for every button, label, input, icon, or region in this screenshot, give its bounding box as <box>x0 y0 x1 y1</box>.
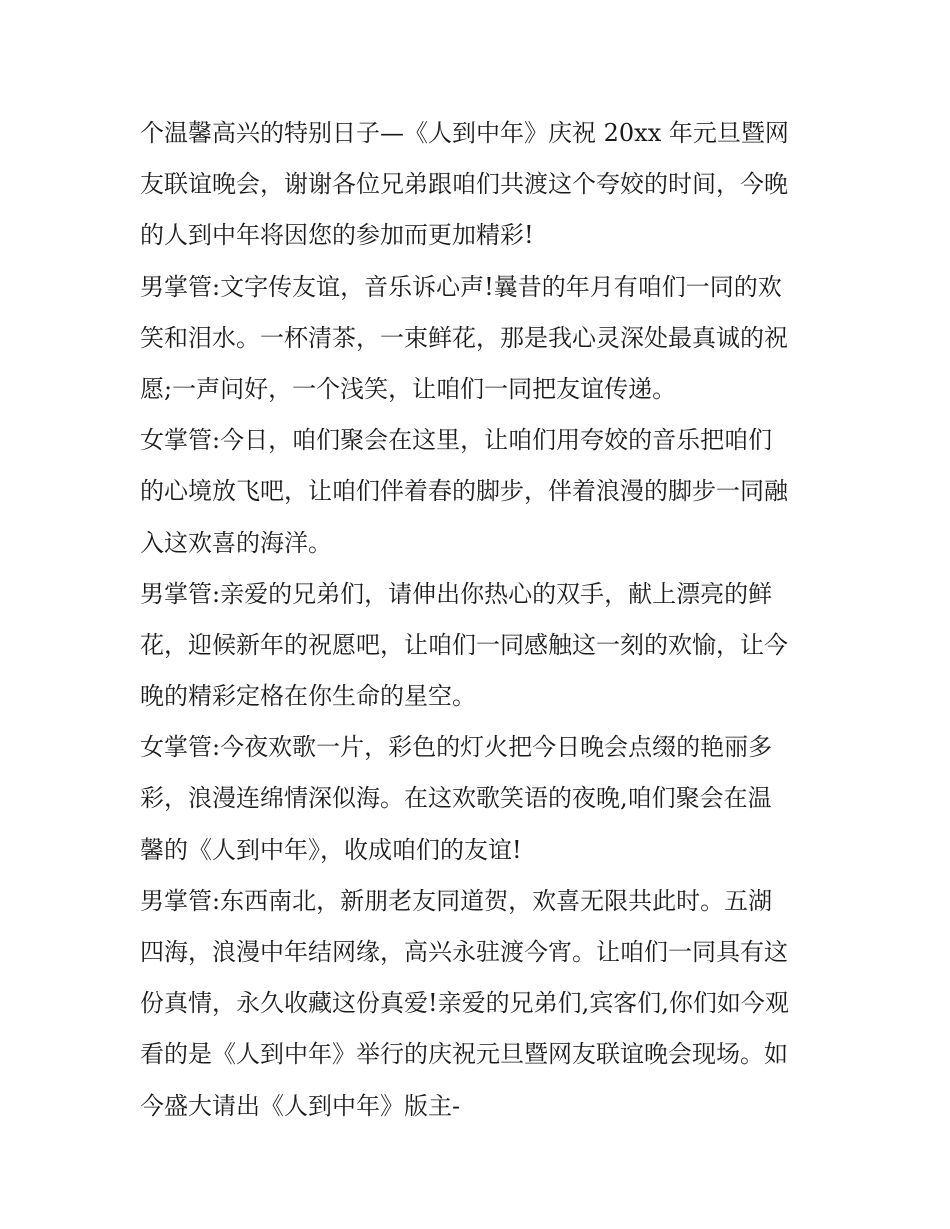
text-line: 四海，浪漫中年结网缘，高兴永驻渡今宵。让咱们一同具有这 <box>140 938 788 966</box>
text-line: 女掌管:今日，咱们聚会在这里，让咱们用夸姣的音乐把咱们 <box>140 426 773 455</box>
text-line: 彩，浪漫连绵情深似海。在这欢歌笑语的夜晚,咱们聚会在温 <box>140 784 772 813</box>
text-line: 入这欢喜的海洋。 <box>140 528 332 557</box>
text-line: 的心境放飞吧，让咱们伴着春的脚步，伴着浪漫的脚步一同融 <box>140 477 788 506</box>
text-line: 今盛大请出《人到中年》版主- <box>140 1091 461 1120</box>
text-line: 的人到中年将因您的参加而更加精彩! <box>140 221 534 250</box>
text-line: 友联谊晚会，谢谢各位兄弟跟咱们共渡这个夸姣的时间，今晚 <box>140 170 788 199</box>
body-text <box>140 108 820 1132</box>
text-line: 个温馨高兴的特别日子—《人到中年》庆祝 20xx 年元旦暨网 <box>140 119 789 147</box>
text-line: 男掌管:文字传友谊，音乐诉心声!曩昔的年月有咱们一同的欢 <box>140 272 782 301</box>
text-line: 馨的《人到中年》，收成咱们的友谊! <box>140 835 522 864</box>
text-line: 花，迎候新年的祝愿吧，让咱们一同感触这一刻的欢愉，让今 <box>140 630 788 659</box>
text-line: 看的是《人到中年》举行的庆祝元旦暨网友联谊晚会现场。如 <box>140 1040 788 1069</box>
text-line: 晚的精彩定格在你生命的星空。 <box>140 682 476 711</box>
text-line: 男掌管:东西南北，新朋老友同道贺，欢喜无限共此时。五湖 <box>140 886 773 915</box>
text-line: 愿;一声问好，一个浅笑，让咱们一同把友谊传递。 <box>140 374 677 403</box>
text-line: 男掌管:亲爱的兄弟们，请伸出你热心的双手，献上漂亮的鲜 <box>140 579 773 608</box>
text-line: 份真情，永久收藏这份真爱!亲爱的兄弟们,宾客们,你们如今观 <box>140 989 789 1018</box>
text-line: 笑和泪水。一杯清茶，一束鲜花，那是我心灵深处最真诚的祝 <box>140 323 788 352</box>
text-line: 女掌管:今夜欢歌一片，彩色的灯火把今日晚会点缀的艳丽多 <box>140 733 773 762</box>
